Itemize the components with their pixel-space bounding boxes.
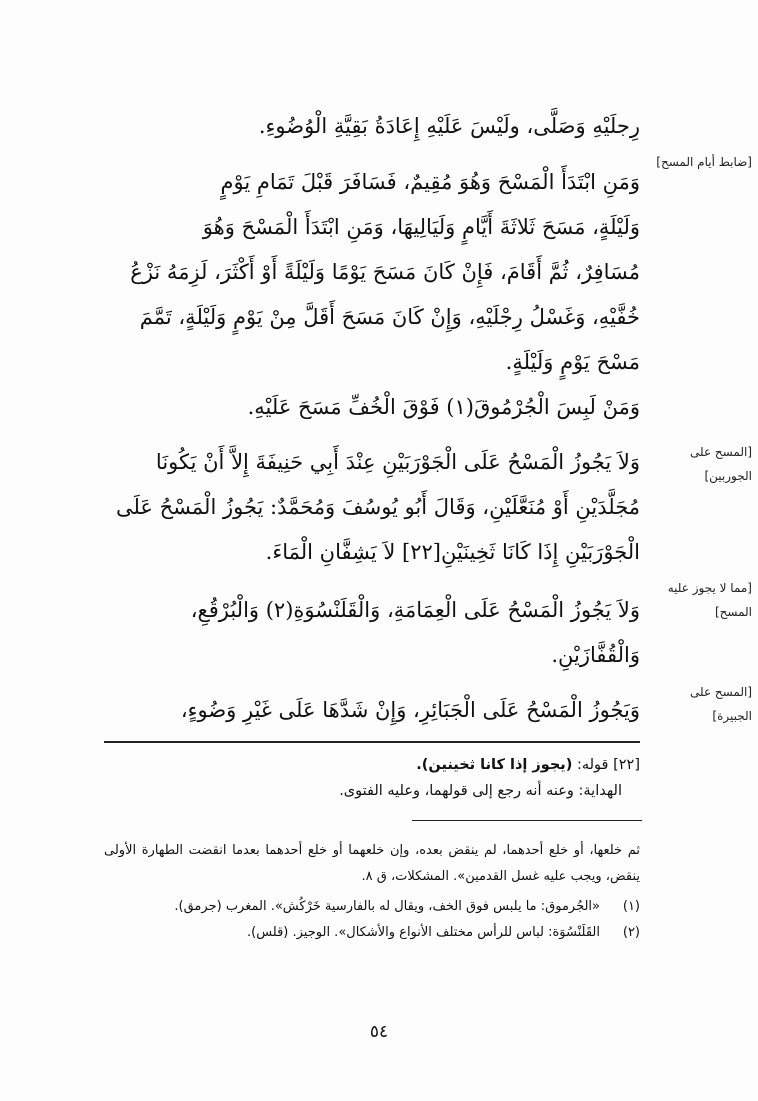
text-line: وَيَجُوزُ الْمَسْحُ عَلَى الْجَبَائِرِ، وَإِنْ شَدَّهَا عَلَى غَيْرِ وَضُوءٍ، bbox=[180, 698, 640, 722]
text-line: مُسَافِرٌ، ثُمَّ أَقَامَ، فَإِنْ كَانَ مَسَحَ يَوْمًا وَلَيْلَةً أَوْ أَكْثَرَ، لَزِمَهُ نَزْعُ bbox=[130, 260, 640, 284]
footnote-number: (٢) bbox=[622, 925, 640, 940]
text-line: وَلَيْلَةٍ، مَسَحَ ثَلاثَةَ أَيَّامٍ وَلَيَالِيهَا، وَمَنِ ابْتَدَأَ الْمَسْحَ وَهُوَ bbox=[202, 215, 640, 239]
footnotes bbox=[104, 838, 640, 946]
main-paragraph bbox=[100, 588, 640, 678]
main-paragraph bbox=[100, 385, 640, 430]
side-note: [المسح على الجوربين] bbox=[689, 445, 752, 483]
commentary-text: الهداية: وعنه أنه رجع إلى قولهما، وعليه الفتوى. bbox=[339, 783, 622, 799]
main-paragraph bbox=[100, 688, 640, 733]
footnote-text: القَلَنْسُوَة: لباس للرأس مختلف الأنواع والأشكال». الوجيز. (قلس). bbox=[247, 925, 600, 940]
commentary-heading bbox=[104, 752, 640, 778]
commentary-quote: (يجوز إذا كانا ثخينين). bbox=[416, 757, 573, 773]
main-paragraph bbox=[100, 440, 640, 575]
commentary-block bbox=[104, 752, 640, 804]
text-line: مُجَلَّدَيْنِ أَوْ مُنَعَّلَيْنِ، وَقَالَ أَبُو يُوسُفَ وَمُحَمَّدٌ: يَجُوزُ الْمَسْحُ عَلَى bbox=[115, 495, 640, 519]
side-note: [مما لا يجوز عليه المسح] bbox=[667, 581, 752, 619]
main-paragraph bbox=[100, 104, 640, 149]
footnote-item bbox=[104, 920, 640, 946]
section-divider bbox=[104, 741, 640, 743]
footnote-text: «الجُرموق: ما يلبس فوق الخف، ويقال له بالفارسية خَرْكُش». المغرب (جرمق). bbox=[174, 899, 600, 914]
side-note: [المسح على الجبيرة] bbox=[689, 685, 752, 723]
text-line: خُفَّيْهِ، وَغَسْلُ رِجْلَيْهِ، وَإِنْ كَانَ مَسَحَ أَقَلَّ مِنْ يَوْمٍ وَلَيْلَةٍ، تَمَّمَ bbox=[139, 305, 640, 329]
text-line: وَالْقُفَّازَيْنِ. bbox=[551, 643, 640, 667]
text-line: الْجَوْرَبَيْنِ إِذَا كَانَا ثَخِينَيْنِ[٢٢] لاَ يَشِفَّانِ الْمَاءَ. bbox=[265, 540, 640, 564]
footnote-item bbox=[104, 894, 640, 920]
footnote-continuation: ثم خلعها، أو خلع أحدهما، لم ينقض بعده، وإن خلعهما أو خلع أحدهما بعدما انقضت الطهارة الأولى ينقض، ويجب عليه غسل القدمين». المشكلات، ق ٨. bbox=[104, 843, 640, 884]
commentary-ref: [٢٢] قوله: bbox=[576, 757, 640, 773]
main-paragraph bbox=[100, 160, 640, 385]
text-line: وَلاَ يَجُوزُ الْمَسْحُ عَلَى الْعِمَامَةِ، وَالْقَلَنْسُوَةِ(٢) وَالْبُرْقُعِ، bbox=[190, 598, 640, 622]
text-line: وَمَنْ لَبِسَ الْجُرْمُوقَ(١) فَوْقَ الْخُفِّ مَسَحَ عَلَيْهِ. bbox=[247, 395, 640, 419]
text-line: مَسْحَ يَوْمٍ وَلَيْلَةٍ. bbox=[505, 350, 640, 374]
footnote-divider bbox=[412, 820, 642, 821]
text-line: وَمَنِ ابْتَدَأَ الْمَسْحَ وَهُوَ مُقِيمٌ، فَسَافَرَ قَبْلَ تَمَامِ يَوْمٍ bbox=[220, 170, 640, 194]
footnote-number: (١) bbox=[622, 899, 640, 914]
page-number: ٥٤ bbox=[369, 1022, 389, 1042]
side-note: [ضابط أيام المسح] bbox=[656, 155, 752, 169]
text-line: رِجلَيْهِ وَصَلَّى، ولَيْسَ عَلَيْهِ إِعَادَةُ بَقِيَّةِ الْوُضُوءِ. bbox=[258, 114, 640, 138]
text-line: وَلاَ يَجُوزُ الْمَسْحُ عَلَى الْجَوْرَبَيْنِ عِنْدَ أَبِي حَنِيفَةَ إِلاَّ أَنْ يَكُونَا bbox=[155, 450, 640, 474]
